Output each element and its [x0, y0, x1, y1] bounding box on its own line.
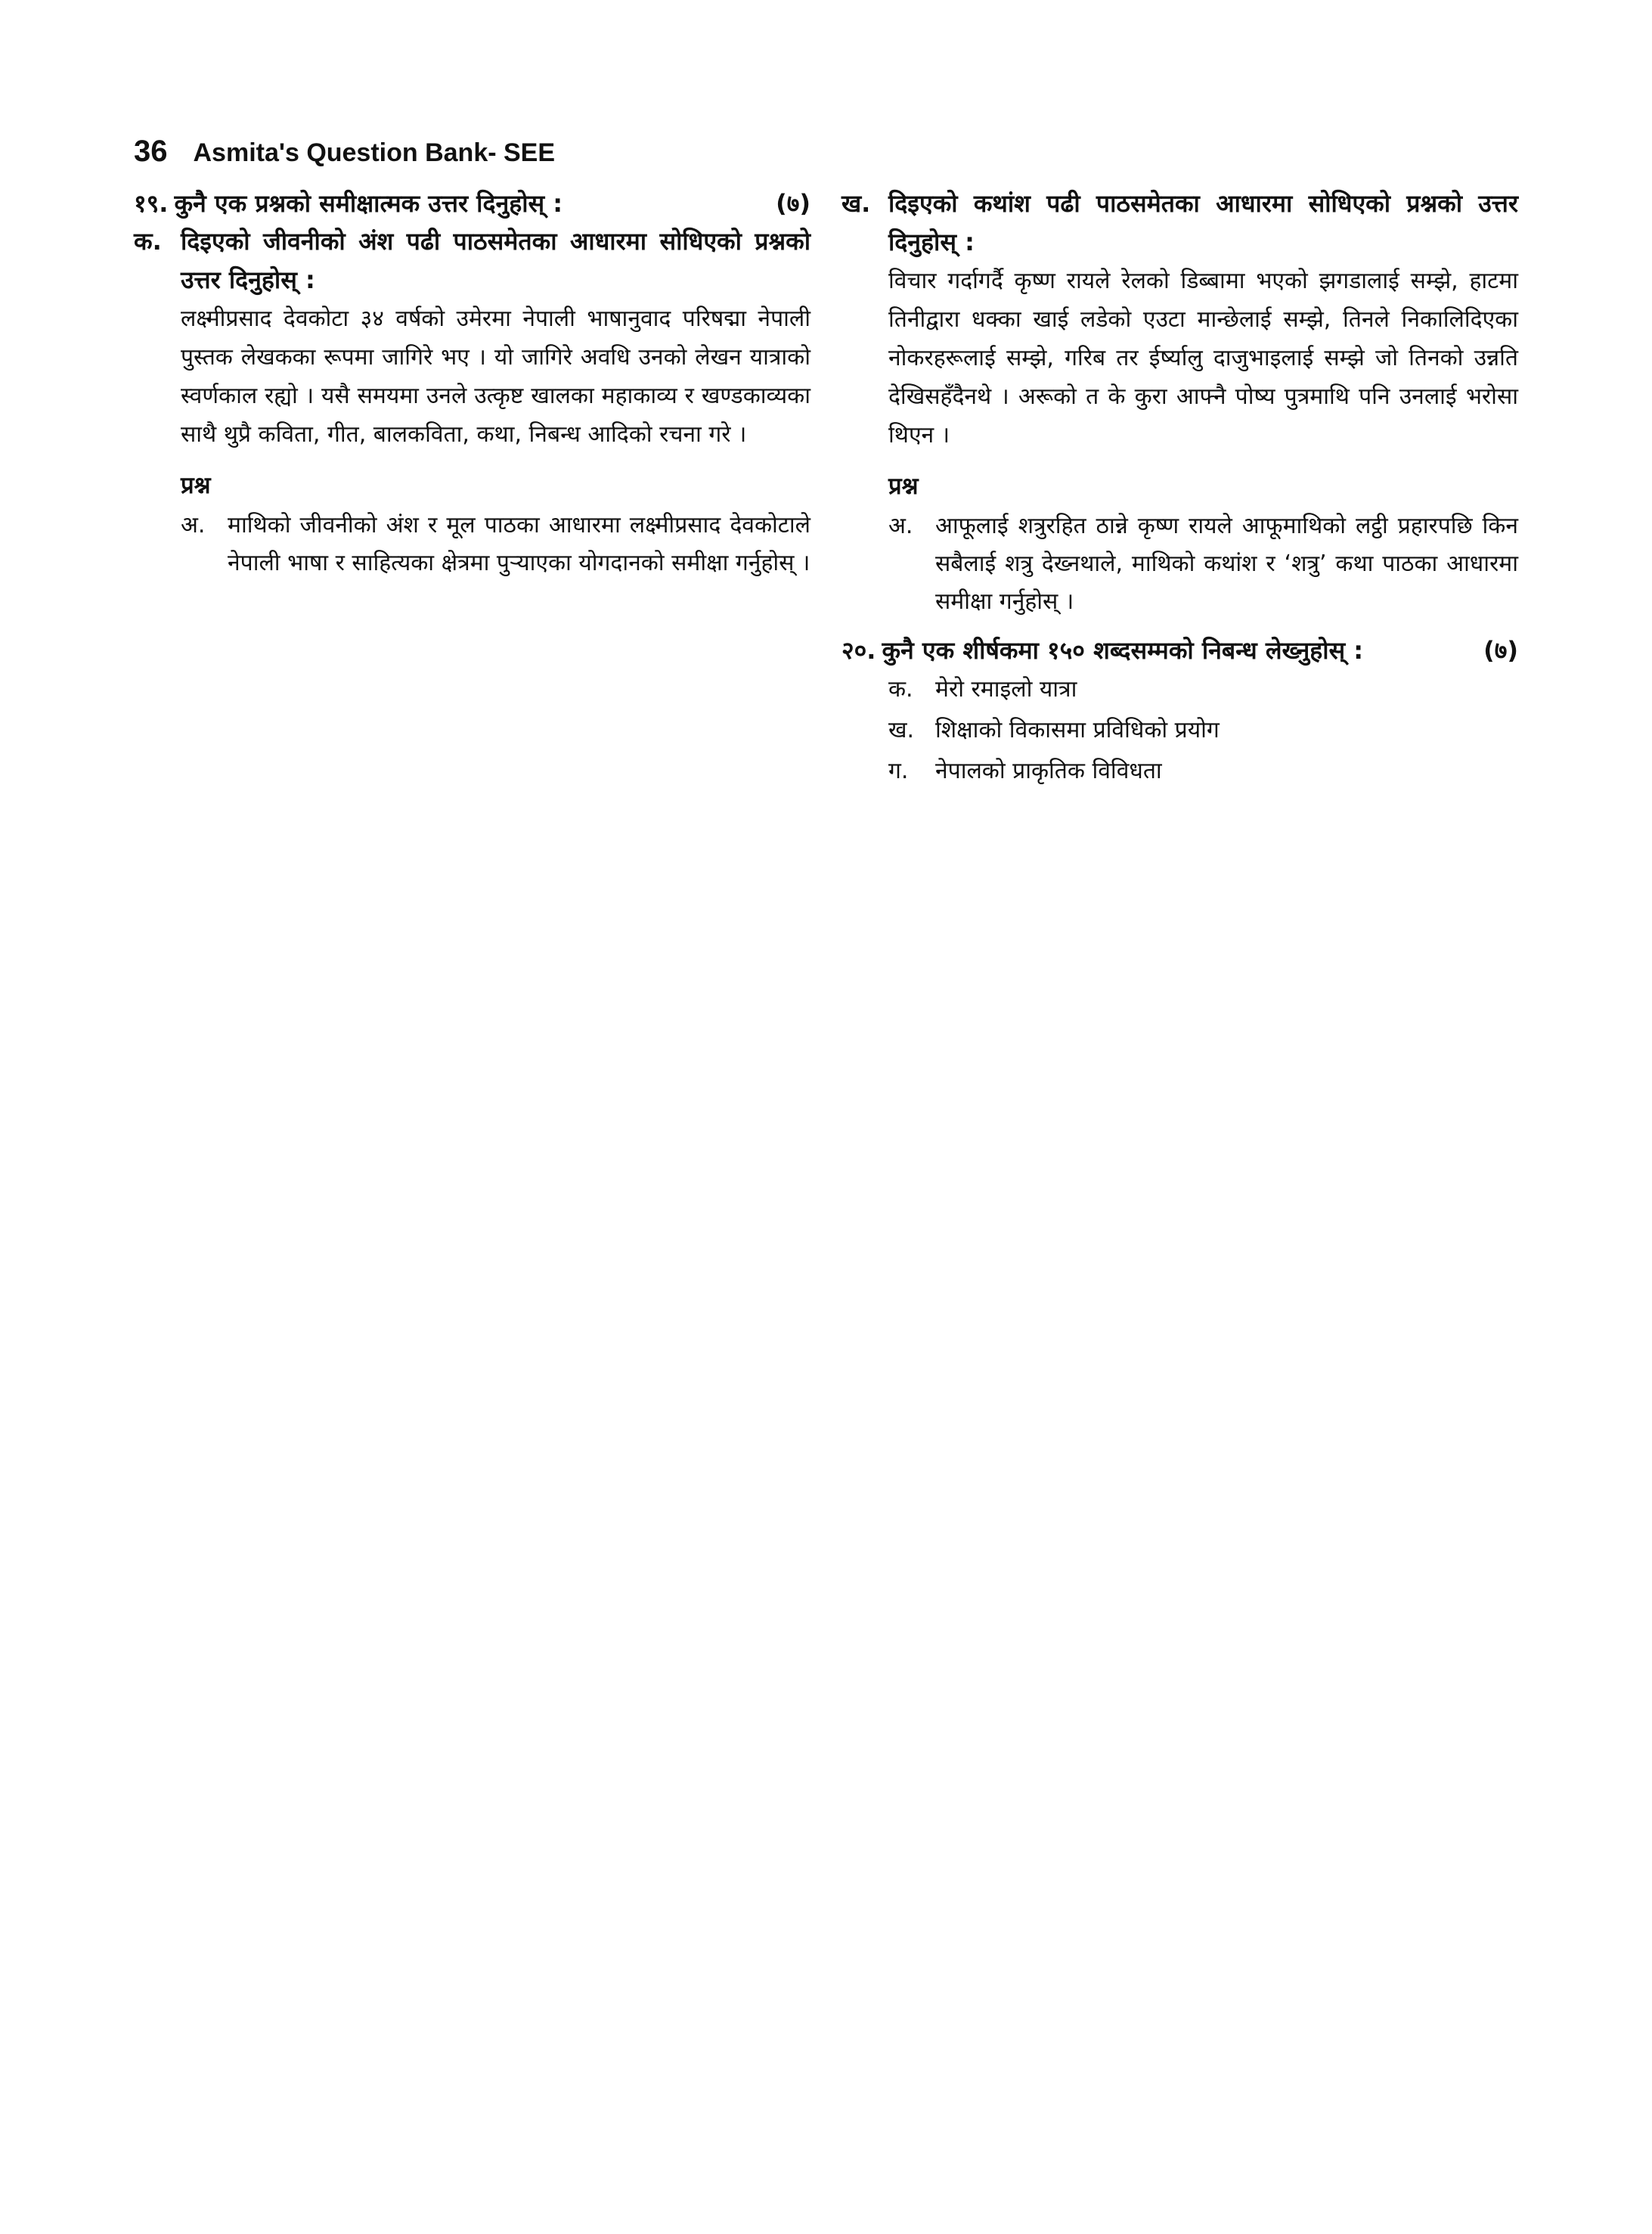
section-ka-heading [134, 222, 811, 299]
section-kha-question-label: अ. [888, 513, 913, 539]
book-title: Asmita's Question Bank- SEE [193, 138, 556, 167]
question-20-number: २०. [841, 636, 876, 665]
section-ka-question-label: अ. [181, 512, 206, 538]
section-ka-passage: लक्ष्मीप्रसाद देवकोटा ३४ वर्षको उमेरमा नेपाली भाषानुवाद परिषद्मा नेपाली पुस्तक लेखकका रूपमा जागिरे भए । यो जागिरे अवधि उनको लेखन यात्राको स्वर्णकाल रह्यो । यसै समयमा उनले उत्कृष्ट खालका महाकाव्य र खण्डकाव्यका साथै थुप्रै कविता, गीत, बालकविता, कथा, निबन्ध आदिको रचना गरे । [181, 306, 811, 448]
question-19-marks: (७) [776, 189, 811, 218]
section-ka-instruction: दिइएको जीवनीको अंश पढी पाठसमेतका आधारमा सोधिएको प्रश्नको उत्तर दिनुहोस् : [181, 227, 811, 294]
essay-option-label: ग. [888, 758, 909, 784]
section-ka-label: क. [134, 227, 162, 256]
question-20-instruction: कुनै एक शीर्षकमा १५० शब्दसम्मको निबन्ध लेख्नुहोस् : [882, 636, 1364, 665]
page-header [134, 135, 555, 169]
question-19-heading [134, 185, 811, 222]
question-20-marks: (७) [1483, 636, 1518, 665]
essay-option-text: मेरो रमाइलो यात्रा [935, 676, 1077, 703]
essay-option [888, 669, 1518, 710]
question-20-heading [841, 631, 1518, 669]
section-kha-prashna-heading: प्रश्न [888, 473, 919, 500]
section-ka-prashna-heading: प्रश्न [181, 472, 211, 499]
section-ka-question [181, 507, 811, 582]
essay-option-label: क. [888, 676, 913, 703]
section-kha-instruction: दिइएको कथांश पढी पाठसमेतका आधारमा सोधिएको प्रश्नको उत्तर दिनुहोस् : [888, 189, 1518, 256]
left-column [134, 185, 811, 582]
question-19-instruction: कुनै एक प्रश्नको समीक्षात्मक उत्तर दिनुहोस् : [174, 189, 563, 218]
section-ka-question-text: माथिको जीवनीको अंश र मूल पाठका आधारमा लक्ष्मीप्रसाद देवकोटाले नेपाली भाषा र साहित्यका क्षेत्रमा पुऱ्याएका योगदानको समीक्षा गर्नुहोस् । [228, 512, 811, 576]
essay-option [888, 751, 1518, 792]
section-kha-question-text: आफूलाई शत्रुरहित ठान्ने कृष्ण रायले आफूमाथिको लट्ठी प्रहारपछि किन सबैलाई शत्रु देख्नथाले, माथिको कथांश र ‘शत्रु’ कथा पाठका आधारमा समीक्षा गर्नुहोस् । [935, 513, 1518, 615]
essay-option [888, 710, 1518, 751]
section-kha-heading [841, 185, 1518, 262]
section-kha-question [888, 507, 1518, 621]
section-kha-label: ख. [841, 189, 871, 218]
essay-option-text: शिक्षाको विकासमा प्रविधिको प्रयोग [935, 717, 1220, 743]
page-number: 36 [134, 135, 168, 168]
essay-option-text: नेपालको प्राकृतिक विविधता [935, 758, 1162, 784]
right-column [841, 185, 1518, 792]
essay-option-label: ख. [888, 717, 915, 743]
section-kha-passage: विचार गर्दागर्दै कृष्ण रायले रेलको डिब्बामा भएको झगडालाई सम्झे, हाटमा तिनीद्वारा धक्का खाई लडेको एउटा मान्छेलाई सम्झे, तिनले निकालिदिएका नोकरहरूलाई सम्झे, गरिब तर ईर्ष्यालु दाजुभाइलाई सम्झे जो तिनको उन्नति देखिसहँदैनथे । अरूको त के कुरा आफ्नै पोष्य पुत्रमाथि पनि उनलाई भरोसा थिएन । [888, 268, 1518, 448]
question-19-number: १९. [134, 189, 169, 218]
